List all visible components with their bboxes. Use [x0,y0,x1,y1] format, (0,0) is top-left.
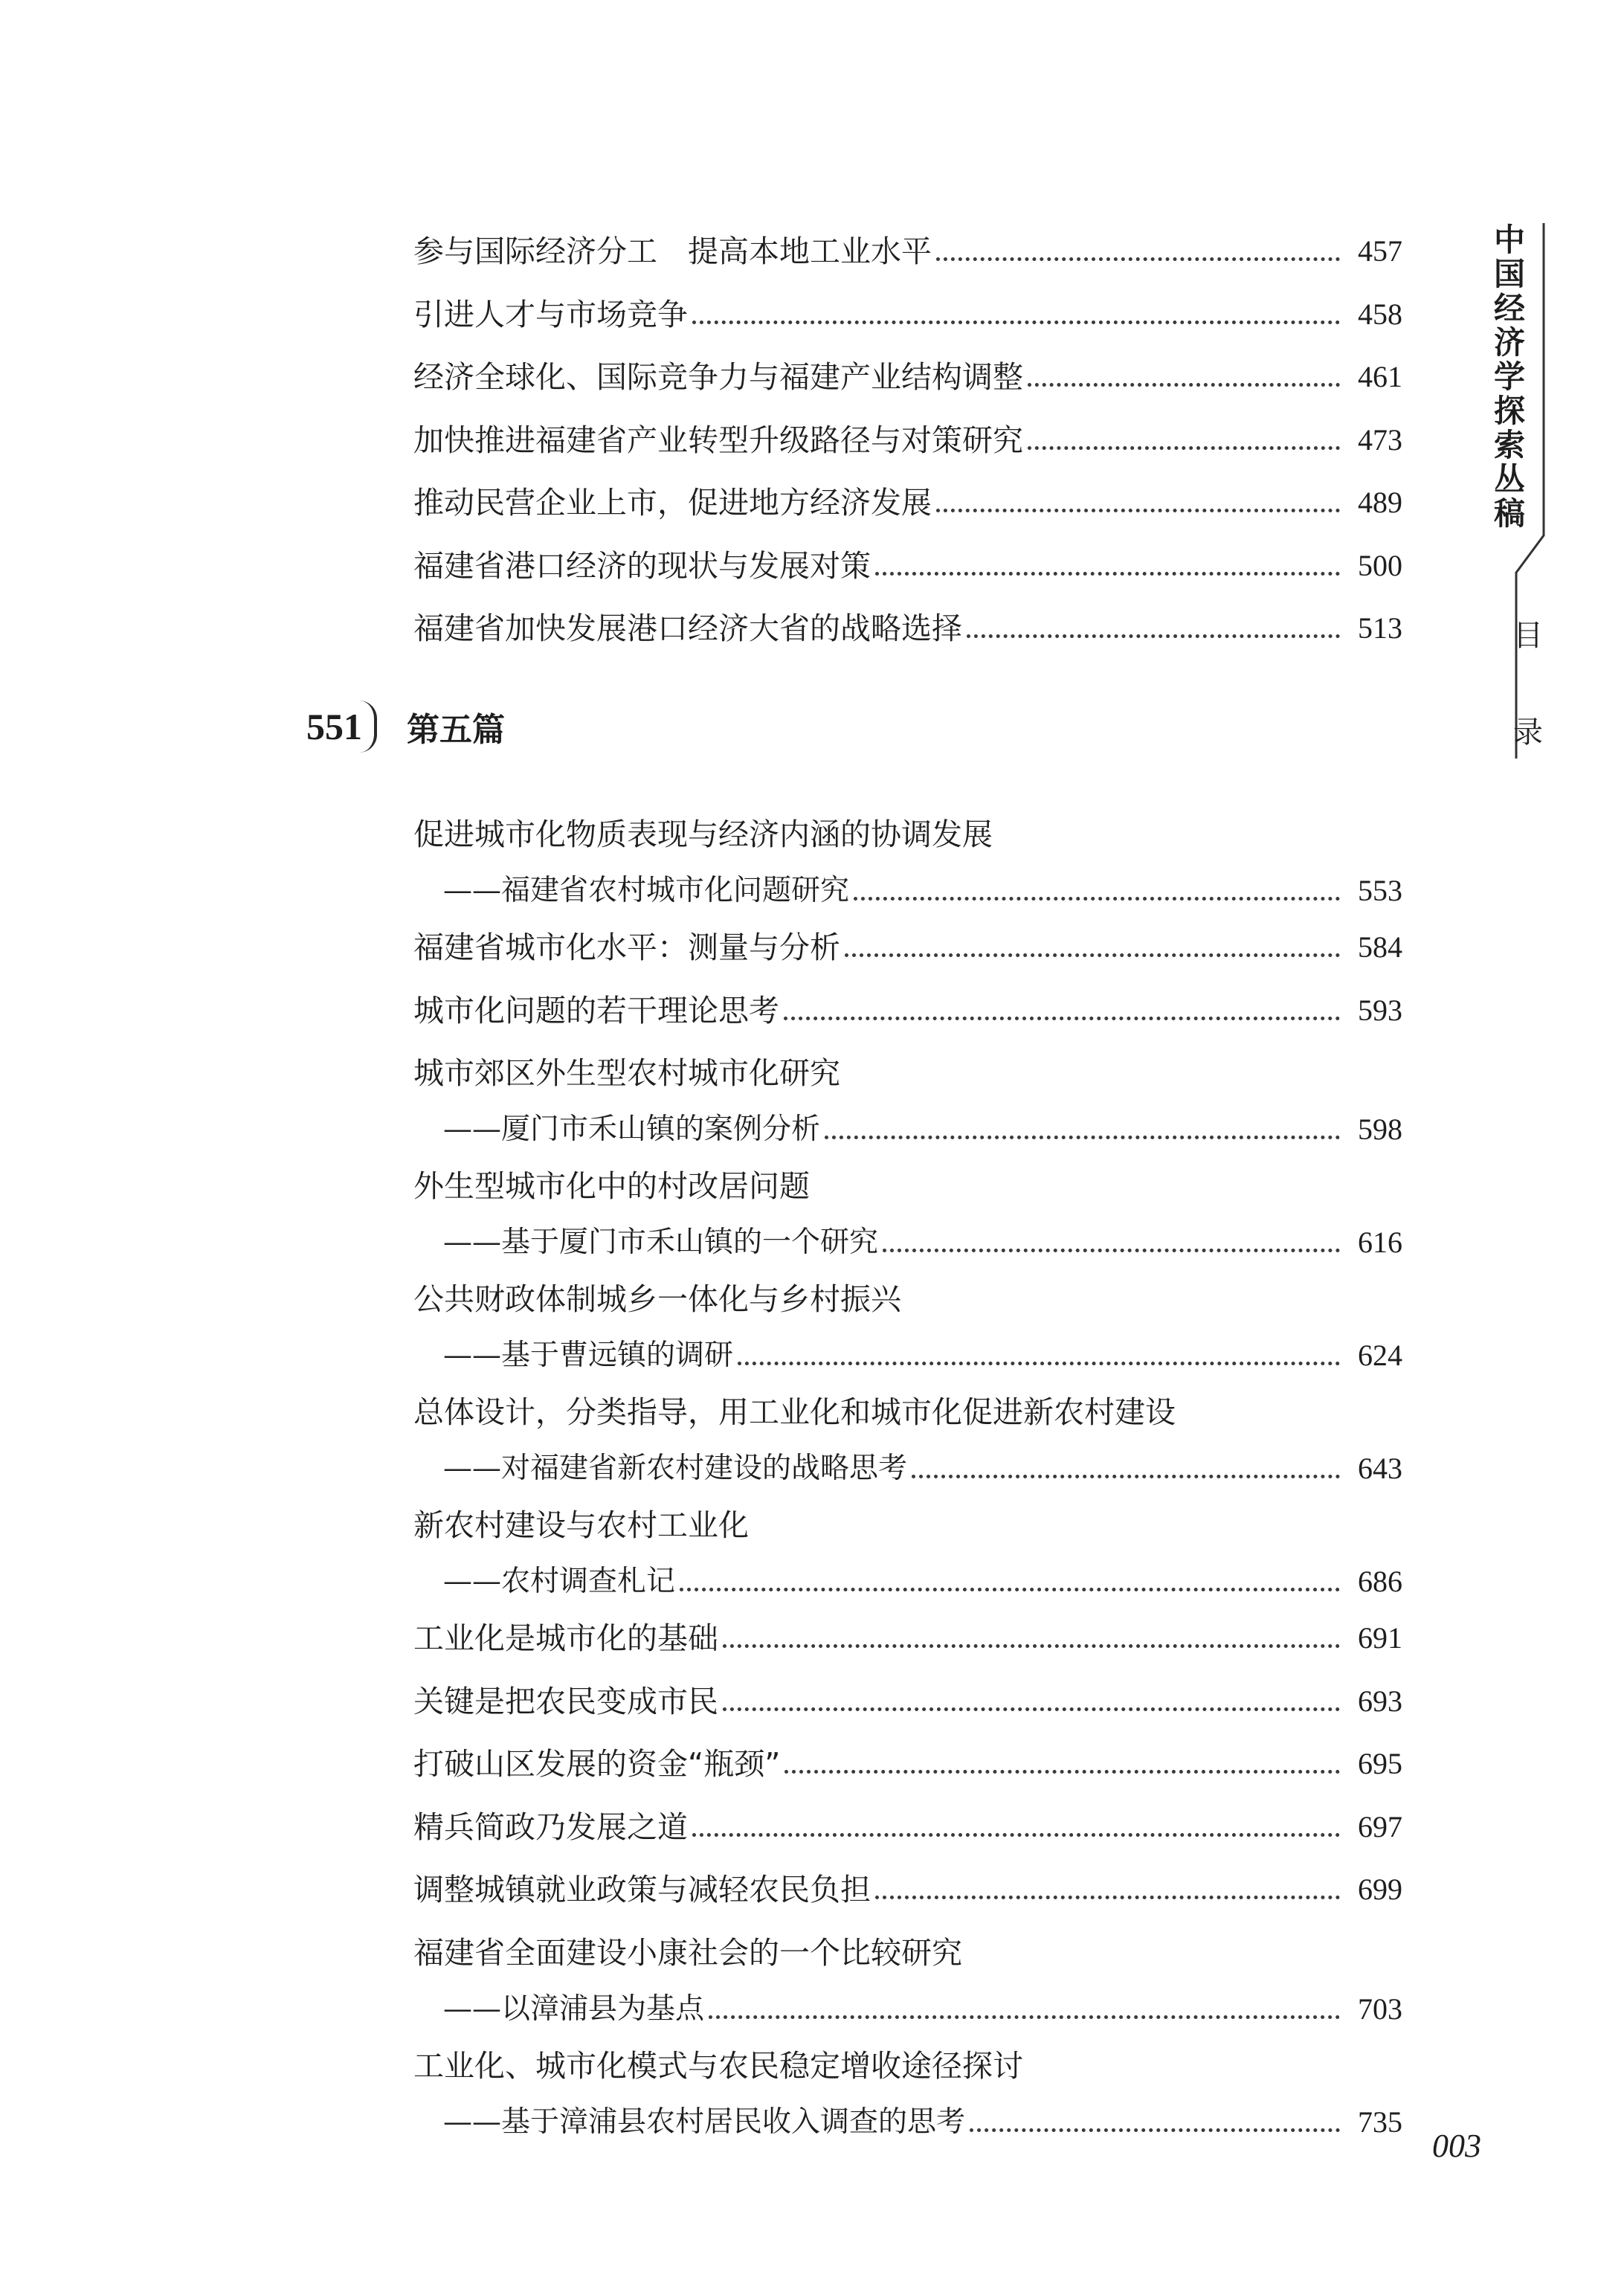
toc-entry[interactable] [413,1723,1402,1785]
dot-leader [738,1362,1340,1365]
toc-entry-title: 新农村建设与农村工业化 [413,1507,749,1543]
toc-entry-subtitle-line [413,1315,1402,1377]
toc-entry-title: 福建省加快发展港口经济大省的战略选择 [413,611,962,646]
toc-entry-title: 城市郊区外生型农村城市化研究 [413,1055,840,1091]
dot-leader [875,1896,1340,1899]
toc-entry[interactable] [413,274,1402,336]
toc-entry-subtitle-line [413,1541,1402,1603]
toc-entry-subtitle-line [413,2081,1402,2144]
toc-entry-title: 公共财政体制城乡一体化与乡村振兴 [413,1281,901,1317]
toc-entry-line [413,1597,1402,1660]
toc-entry-line [413,1849,1402,1911]
toc-entry-title-line [413,1484,1402,1547]
toc-entry-title: 推动民营企业上市，促进地方经济发展 [413,485,932,521]
toc-page-number: 457 [1358,234,1402,268]
dot-leader [936,509,1340,512]
part-heading [303,695,505,758]
toc-entry[interactable] [413,2025,1402,2144]
toc-page-number: 643 [1358,1452,1402,1485]
toc-page-number: 686 [1358,1565,1402,1598]
toc-entry[interactable] [413,336,1402,399]
toc-page-number: 489 [1358,486,1402,519]
dot-leader [883,1249,1340,1252]
toc-entry-title: 城市化问题的若干理论思考 [413,992,779,1028]
toc-entry-line [413,336,1402,399]
toc-entry-title: 总体设计，分类指导，用工业化和城市化促进新农村建设 [413,1394,1176,1430]
dot-leader [936,257,1340,261]
toc-page-number: 697 [1358,1809,1402,1844]
toc-entry-title-line [413,793,1402,856]
dot-leader [1028,383,1340,387]
dot-leader [845,953,1340,957]
toc-entry[interactable] [413,907,1402,969]
toc-entry[interactable] [413,1145,1402,1264]
toc-entry[interactable] [413,970,1402,1032]
dot-leader [692,1833,1340,1837]
toc-entry-subtitle-line [413,1428,1402,1490]
toc-entry-subtitle: ——基于曹远镇的调研 [443,1339,734,1372]
dot-leader [912,1475,1340,1478]
toc-entry[interactable] [413,1258,1402,1377]
dot-leader [723,1707,1340,1711]
toc-entry-title: 引进人才与市场竞争 [413,296,688,332]
toc-entry-line [413,970,1402,1032]
dot-leader [709,2015,1340,2019]
toc-entry-line [413,399,1402,462]
toc-entry-line [413,525,1402,587]
toc-entry[interactable] [413,1484,1402,1603]
toc-page-number: 624 [1358,1339,1402,1372]
toc-page-number: 693 [1358,1684,1402,1718]
page-number: 003 [1432,2128,1481,2164]
toc-entry-subtitle: ——厦门市禾山镇的案例分析 [443,1112,821,1146]
toc-entry[interactable] [413,587,1402,650]
toc-entry-line [413,274,1402,336]
toc-entry-line [413,1723,1402,1785]
toc-entry-title: 福建省城市化水平：测量与分析 [413,930,840,965]
toc-entry[interactable] [413,399,1402,462]
toc-page-number: 598 [1358,1112,1402,1146]
toc-entry[interactable] [413,1597,1402,1660]
toc-entry[interactable] [413,1371,1402,1490]
toc-entry[interactable] [413,210,1402,273]
toc-entry-title: 福建省港口经济的现状与发展对策 [413,547,871,584]
toc-entry-title-line [413,1032,1402,1095]
toc-page-number: 699 [1358,1873,1402,1906]
toc-entry-subtitle: ——基于漳浦县农村居民收入调查的思考 [443,2105,966,2139]
toc-entry-title-line [413,2025,1402,2087]
dot-leader [680,1588,1340,1591]
toc-entry-subtitle-line [413,1202,1402,1264]
toc-page-number: 458 [1358,297,1402,331]
dot-leader [692,321,1340,324]
toc-page-number: 461 [1358,360,1402,393]
dot-leader [967,634,1340,638]
toc-entry-title: 促进城市化物质表现与经济内涵的协调发展 [413,817,993,852]
toc-entry-title-line [413,1371,1402,1434]
toc-entry-title: 打破山区发展的资金“瓶颈” [413,1746,781,1782]
toc-entry-line [413,1786,1402,1849]
toc-entry-title: 关键是把农民变成市民 [413,1683,718,1719]
toc-entry-subtitle-line [413,1089,1402,1151]
toc-entry-subtitle: ——福建省农村城市化问题研究 [443,874,850,907]
toc-page-number: 695 [1358,1747,1402,1780]
side-rail [1469,223,1580,759]
toc-entry[interactable] [413,1032,1402,1151]
toc-entry-subtitle: ——基于厦门市禾山镇的一个研究 [443,1226,879,1259]
toc-entry[interactable] [413,1849,1402,1911]
toc-entry-line [413,907,1402,969]
toc-page-number: 553 [1358,874,1402,907]
dot-leader [825,1136,1340,1139]
toc-entry-title: 外生型城市化中的村改居问题 [413,1168,810,1204]
toc-page-number: 735 [1358,2105,1402,2139]
toc-entry-title: 加快推进福建省产业转型升级路径与对策研究 [413,422,1023,458]
toc-entry[interactable] [413,1661,1402,1723]
toc-entry-title-line [413,1258,1402,1321]
toc-page-number: 513 [1358,611,1402,645]
toc-entry-line [413,1661,1402,1723]
dot-leader [1028,446,1340,450]
toc-entry[interactable] [413,525,1402,587]
toc-entry[interactable] [413,1912,1402,2031]
toc-entry-line [413,210,1402,273]
dot-leader [875,572,1340,576]
toc-entry[interactable] [413,793,1402,912]
toc-entry-title: 福建省全面建设小康社会的一个比较研究 [413,1934,962,1971]
toc-entry-title: 经济全球化、国际竞争力与福建产业结构调整 [413,359,1023,395]
toc-page-number: 691 [1358,1621,1402,1655]
toc-page-number: 703 [1358,1991,1402,2026]
toc-entry[interactable] [413,1786,1402,1849]
section-label: 目录 [1513,619,1543,750]
part-start-page: 551 [303,701,377,753]
toc-page-number: 584 [1358,930,1402,964]
toc-entry-subtitle-line [413,850,1402,912]
toc-page-number: 500 [1358,548,1402,582]
dot-leader [854,897,1340,901]
toc-entry-subtitle-line [413,1968,1402,2031]
dot-leader [784,1770,1340,1774]
toc-page-number: 616 [1358,1226,1402,1259]
toc-entry-line [413,587,1402,650]
toc-entry-line [413,462,1402,524]
toc-entry-title: 工业化、城市化模式与农民稳定增收途径探讨 [413,2047,1023,2084]
toc-page-number: 593 [1358,993,1402,1027]
dot-leader [723,1644,1340,1648]
toc-entry-title-line [413,1145,1402,1208]
dot-leader [784,1017,1340,1020]
toc-entry-title: 工业化是城市化的基础 [413,1620,718,1656]
toc-entry-title: 精兵简政乃发展之道 [413,1809,688,1845]
toc-page-number: 473 [1358,422,1402,457]
toc-entry-title: 参与国际经济分工 提高本地工业水平 [413,234,932,269]
series-title: 中国经济学探索丛稿 [1493,222,1525,532]
part-title: 第五篇 [407,711,505,749]
toc-entry-subtitle: ——农村调查札记 [443,1565,676,1598]
toc-entry-title: 调整城镇就业政策与减轻农民负担 [413,1872,871,1907]
toc-entry-subtitle: ——以漳浦县为基点 [443,1991,705,2026]
dot-leader [970,2128,1340,2132]
toc-entry[interactable] [413,462,1402,524]
toc-entry-title-line [413,1912,1402,1974]
toc-entry-subtitle: ——对福建省新农村建设的战略思考 [443,1452,908,1485]
